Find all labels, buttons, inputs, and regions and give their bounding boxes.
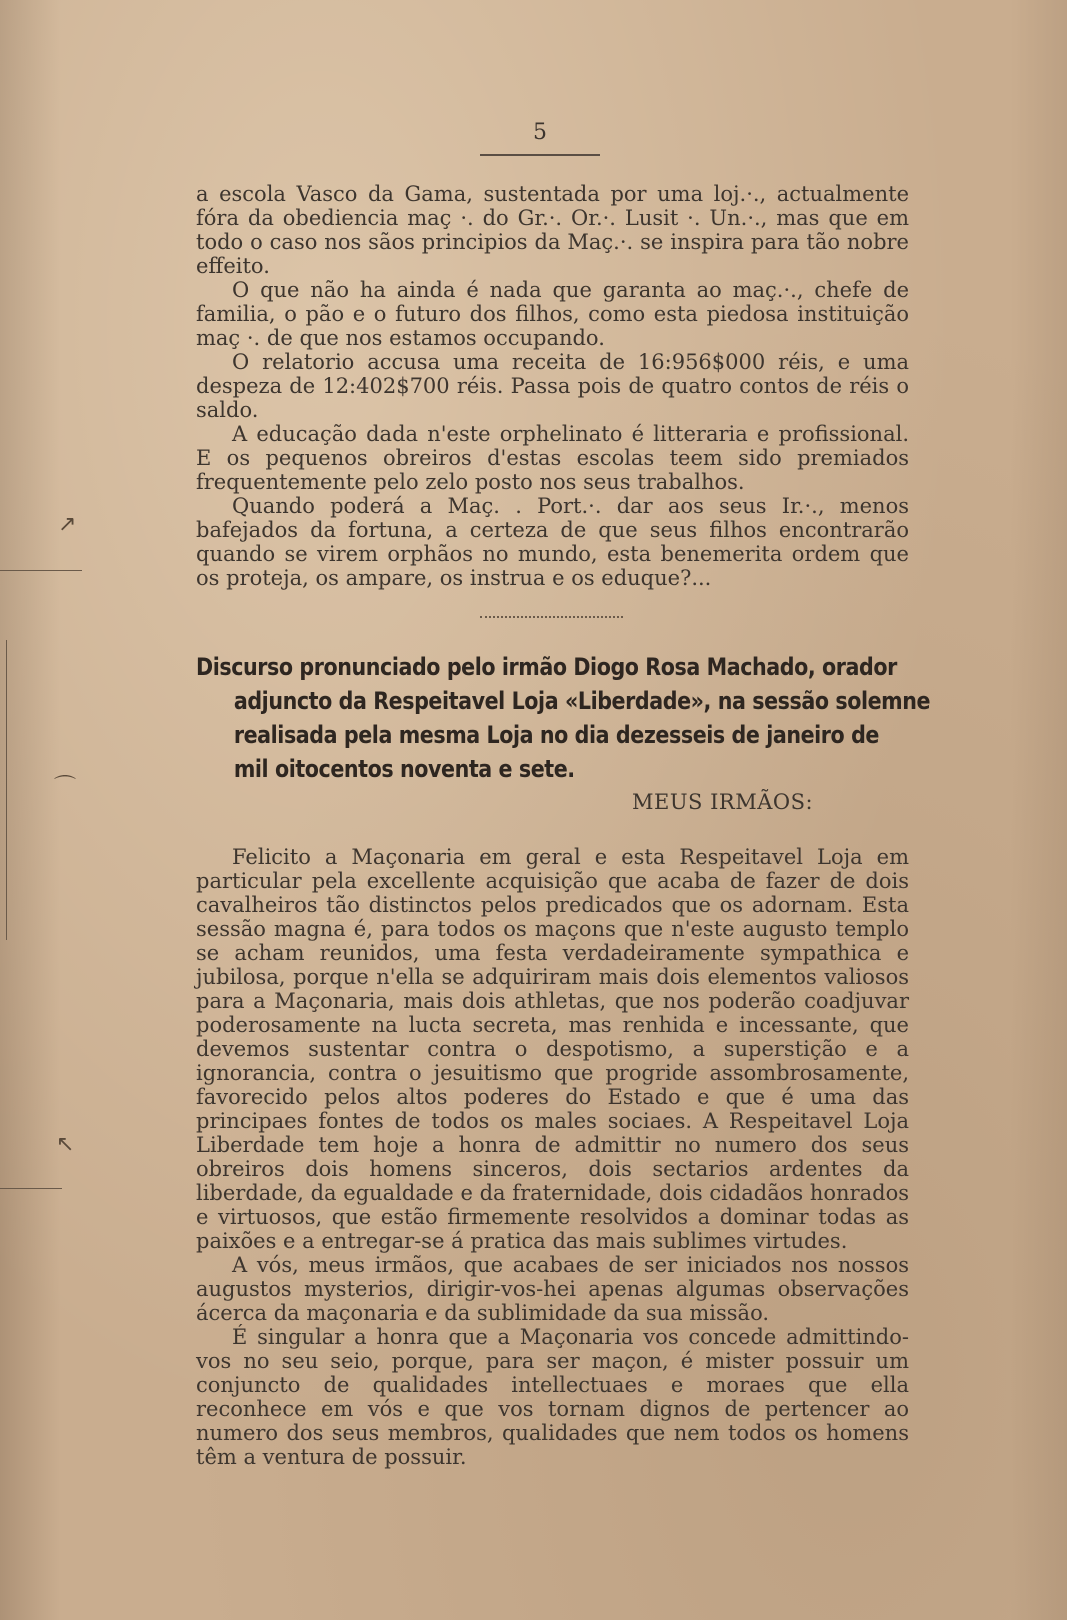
binding-edge-line xyxy=(0,570,82,571)
intro-paragraph: a escola Vasco da Gama, sustentada por uma loj.·., actualmente fóra da obediencia maç ·. do Gr.·. Or.·. Lusit ·. Un.·., mas que em todo o caso nos sãos principios da Maç.·. se inspira para tão nobre effeito. xyxy=(196,182,909,278)
intro-paragraph: A educação dada n'este orphelinato é litteraria e profissional. E os pequenos obreiros d'estas escolas teem sido premiados frequentemente pelo zelo posto nos seus trabalhos. xyxy=(196,422,909,494)
speech-heading-line: Discurso pronunciado pelo irmão Diogo Rosa Machado, orador xyxy=(196,653,897,681)
binding-edge-line xyxy=(6,640,7,940)
salutation: MEUS IRMÃOS: xyxy=(632,790,814,814)
binding-mark-icon: ↖ xyxy=(56,1132,75,1157)
intro-section xyxy=(196,182,909,590)
speech-body xyxy=(196,845,909,1469)
speech-paragraph: Felicito a Maçonaria em geral e esta Respeitavel Loja em particular pela excellente acquisição que acaba de fazer de dois cavalheiros tão distinctos pelos predicados que os adornam. Esta sessão magna é, para todos os maçons que n'este augusto templo se acham reunidos, uma festa verdadeiramente sympathica e jubilosa, porque n'ella se adquiriram mais dois elementos valiosos para a Maçonaria, mais dois athletas, que nos poderão coadjuvar poderosamente na lucta secreta, mas renhida e incessante, que devemos sustentar contra o despotismo, a superstição e a ignorancia, contra o jesuitismo que progride assombrosamente, favorecido pelos altos poderes do Estado e que é uma das principaes fontes de todos os males sociaes. A Respeitavel Loja Liberdade tem hoje a honra de admittir no numero dos seus obreiros dois homens sinceros, dois sectarios ardentes da liberdade, da egualdade e da fraternidade, dois cidadãos honrados e virtuosos, que estão firmemente resolvidos a dominar todas as paixões e a entregar-se á pratica das mais sublimes virtudes. xyxy=(196,845,909,1253)
speech-heading-line: realisada pela mesma Loja no dia dezesseis de janeiro de xyxy=(233,721,879,749)
intro-paragraph: O que não ha ainda é nada que garanta ao maç.·., chefe de familia, o pão e o futuro dos filhos, como esta piedosa instituição maç ·. de que nos estamos occupando. xyxy=(196,278,909,350)
page-number: 5 xyxy=(533,120,547,145)
speech-heading xyxy=(196,650,931,786)
page-number-rule xyxy=(480,154,600,156)
speech-paragraph: A vós, meus irmãos, que acabaes de ser iniciados nos nossos augustos mysterios, dirigir-vos-hei apenas algumas observações ácerca da maçonaria e da sublimidade da sua missão. xyxy=(196,1253,909,1325)
speech-paragraph: É singular a honra que a Maçonaria vos concede admittindo-vos no seu seio, porque, para ser maçon, é mister possuir um conjuncto de qualidades intellectuaes e moraes que ella reconhece em vós e que vos tornam dignos de pertencer ao numero dos seus membros, qualidades que nem todos os homens têm a ventura de possuir. xyxy=(196,1325,909,1469)
section-divider xyxy=(480,616,623,618)
intro-paragraph: O relatorio accusa uma receita de 16:956$000 réis, e uma despeza de 12:402$700 réis. Passa pois de quatro contos de réis o saldo. xyxy=(196,350,909,422)
speech-heading-line: adjuncto da Respeitavel Loja «Liberdade», na sessão solemne xyxy=(233,687,931,715)
binding-mark-icon: ⌒ xyxy=(54,775,77,800)
intro-paragraph: Quando poderá a Maç. . Port.·. dar aos seus Ir.·., menos bafejados da fortuna, a certeza de que seus filhos encontrarão quando se virem orphãos no mundo, esta benemerita ordem que os proteja, os ampare, os instrua e os eduque?... xyxy=(196,494,909,590)
binding-edge-line xyxy=(0,1188,62,1189)
binding-mark-icon: ↗ xyxy=(58,512,77,537)
speech-heading-line: mil oitocentos noventa e sete. xyxy=(233,755,575,783)
